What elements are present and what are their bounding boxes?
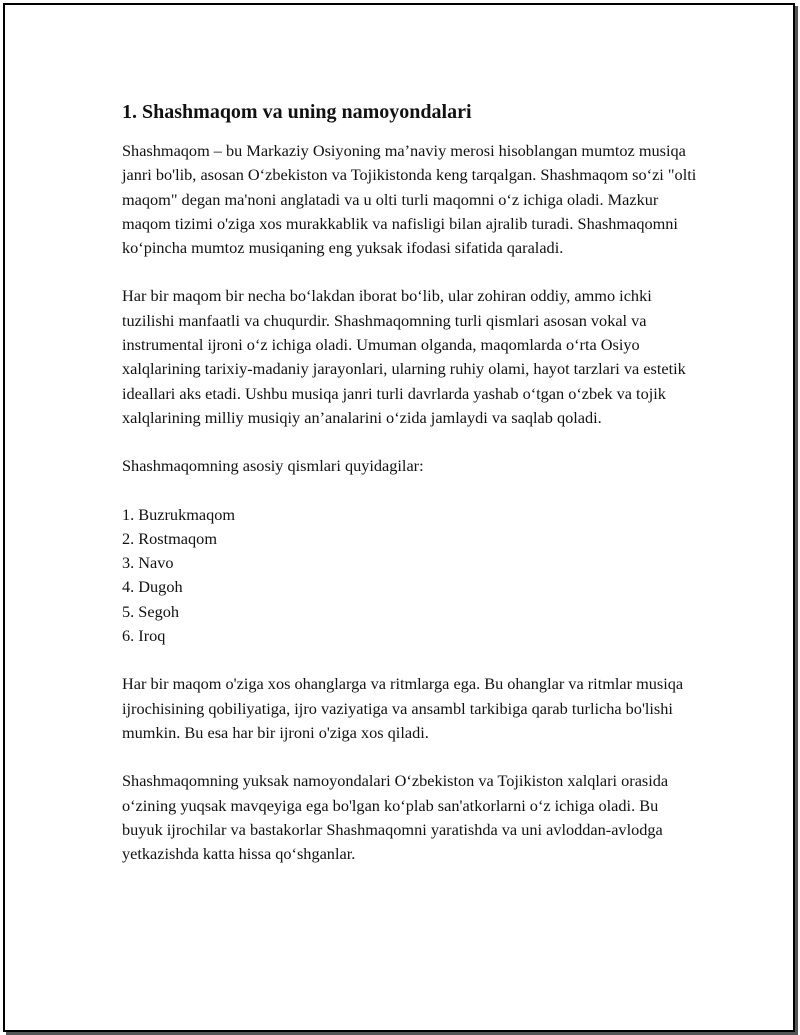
section-title: 1. Shashmaqom va uning namoyondalari — [122, 101, 472, 123]
list-item: 5. Segoh — [122, 601, 179, 621]
paragraph-structure: Har bir maqom bir necha bo‘lakdan iborat bo‘lib, ular zohiran oddiy, ammo ichki tuzilishi manfaatli va chuqurdir. Shashmaqomning turli qismlari asosan vokal va instrumental ijroni o‘z ichiga oladi. Umuman olganda, maqomlarda o‘rta Osiyo xalqlarining tarixiy-madaniy jarayonlari, ularning ruhiy olami, hayot tarzlari va estetik ideallari aks etadi. Ushbu musiqa janri turli davrlarda yashab o‘tgan o‘zbek va tojik xalqlarining milliy musiqiy an’analarini o‘zida jamlaydi va saqlab qoladi. — [122, 286, 686, 427]
list-item: 4. Dugoh — [122, 577, 183, 597]
maqom-list — [122, 503, 702, 649]
list-item: 2. Rostmaqom — [122, 528, 217, 548]
paragraph-list-intro: Shashmaqomning asosiy qismlari quyidagilar: — [122, 456, 424, 476]
document-page — [3, 3, 795, 1032]
document-content — [122, 99, 702, 890]
list-item: 3. Navo — [122, 553, 174, 573]
paragraph-rhythms: Har bir maqom o'ziga xos ohanglarga va ritmlarga ega. Bu ohanglar va ritmlar musiqa ijrochisining qobiliyatiga, ijro vaziyatiga va ansambl tarkibiga qarab turlicha bo'lishi mumkin. Bu esa har bir ijroni o'ziga xos qiladi. — [122, 674, 684, 742]
list-item: 1. Buzrukmaqom — [122, 504, 236, 524]
paragraph-representatives: Shashmaqomning yuksak namoyondalari O‘zbekiston va Tojikiston xalqlari orasida o‘zining yuqsak mavqeyiga ega bo'lgan ko‘plab san'atkorlarni o‘z ichiga oladi. Bu buyuk ijrochilar va bastakorlar Shashmaqomni yaratishda va uni avloddan-avlodga yetkazishda katta hissa qo‘shganlar. — [122, 771, 669, 864]
paragraph-intro: Shashmaqom – bu Markaziy Osiyoning ma’naviy merosi hisoblangan mumtoz musiqa janri bo'lib, asosan O‘zbekiston va Tojikistonda keng tarqalgan. Shashmaqom so‘zi "olti maqom" degan ma'noni anglatadi va u olti turli maqomni o‘z ichiga oladi. Mazkur maqom tizimi o'ziga xos murakkablik va nafisligi bilan ajralib turadi. Shashmaqomni ko‘pincha mumtoz musiqaning eng yuksak ifodasi sifatida qaraladi. — [122, 141, 697, 258]
list-item: 6. Iroq — [122, 626, 166, 646]
